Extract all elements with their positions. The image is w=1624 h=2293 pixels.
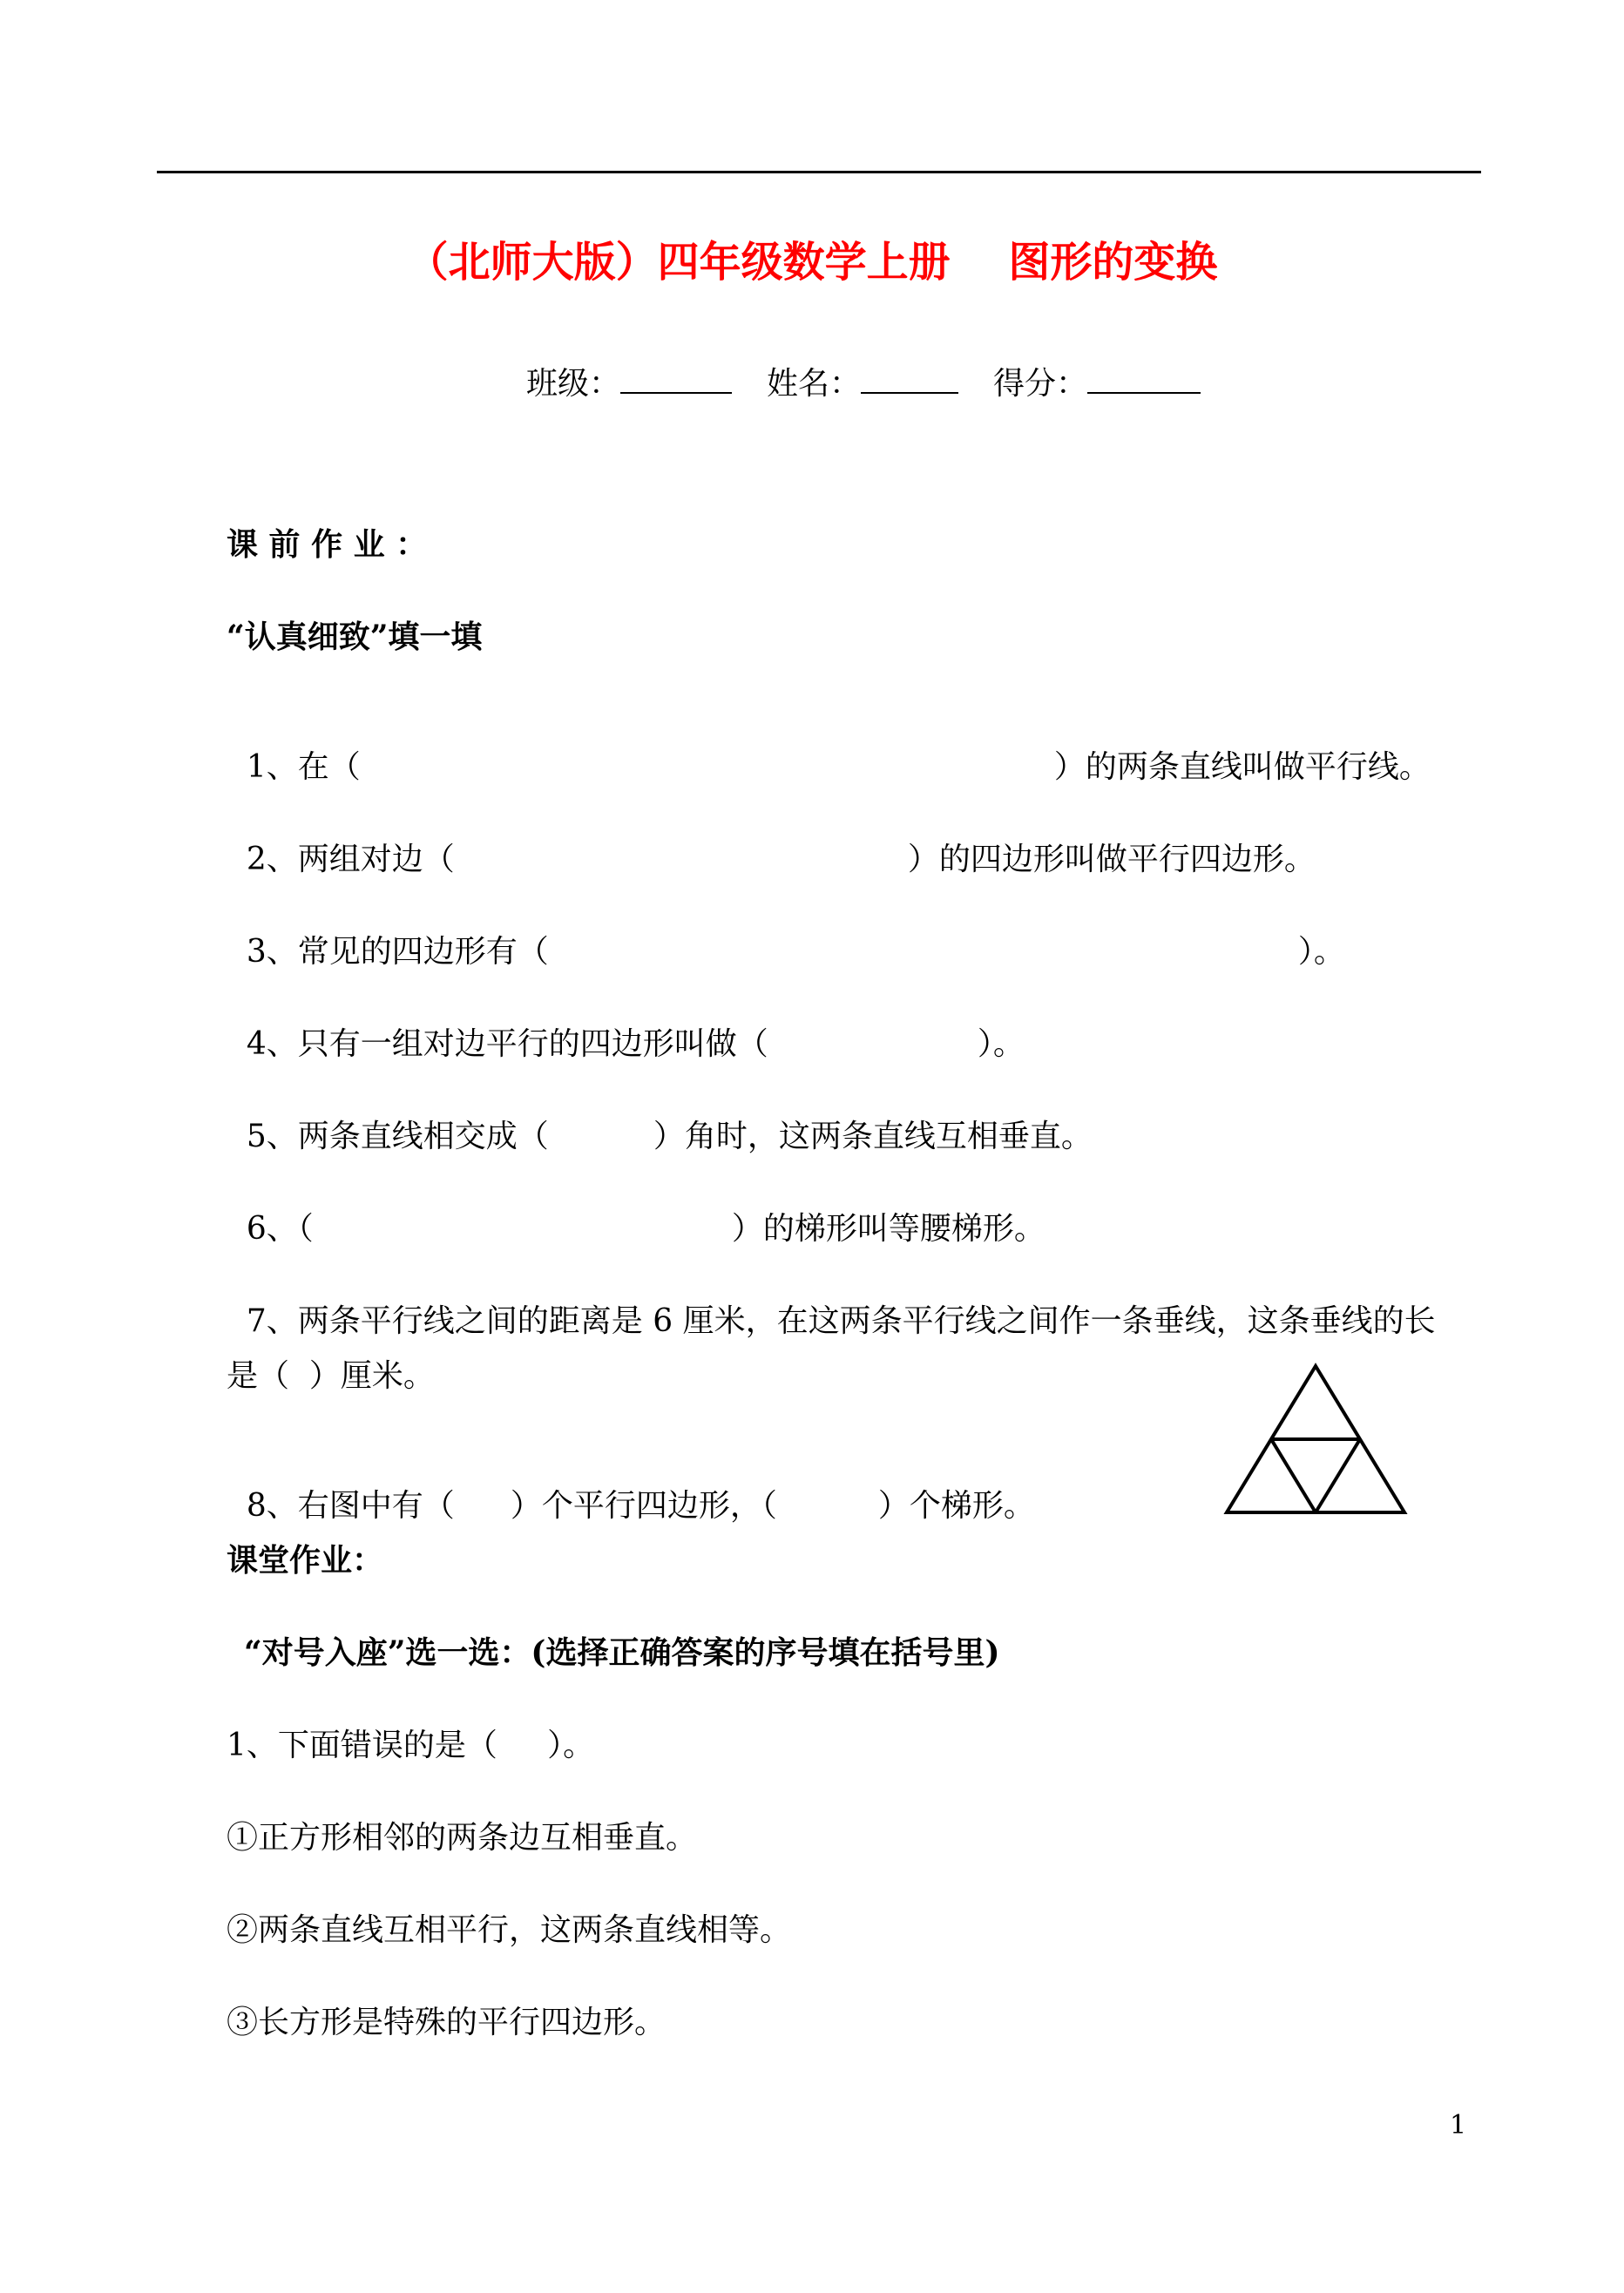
question-text: ）的梯形叫等腰梯形。 (731, 1211, 1045, 1248)
question-4 (227, 988, 1025, 1063)
page-number: 1 (1450, 2110, 1467, 2141)
question-number: 3、 (246, 934, 298, 971)
score-blank[interactable] (1087, 366, 1201, 394)
question-text: 两组对边（ (297, 842, 455, 878)
option-3: ③长方形是特殊的平行四边形。 (227, 2005, 667, 2040)
question-text: ）个平行四边形，（ (510, 1488, 777, 1525)
fill-in-subheading: “认真细致”填一填 (227, 619, 483, 655)
name-label: 姓名： (767, 366, 862, 402)
question-3 (227, 896, 1345, 971)
question-number: 5、 (246, 1119, 298, 1155)
question-number: 2、 (246, 842, 298, 878)
page-title: （北师大版）四年级数学上册 图形的变换 (406, 238, 1218, 287)
question-text: 只有一组对边平行的四边形叫做（ (297, 1026, 768, 1063)
question-2 (227, 803, 1316, 878)
class-label: 班级： (526, 366, 621, 402)
option-2: ②两条直线互相平行，这两条直线相等。 (227, 1912, 792, 1948)
question-text: ）的四边形叫做平行四边形。 (907, 842, 1316, 878)
option-1: ①正方形相邻的两条边互相垂直。 (227, 1820, 698, 1856)
question-text: 右图中有（ (297, 1488, 455, 1525)
question-text: ）个梯形。 (877, 1488, 1035, 1525)
header-rule (157, 171, 1481, 173)
midline-right (1316, 1439, 1360, 1512)
question-number: 7、 (246, 1303, 298, 1340)
triangle-figure (1223, 1363, 1408, 1516)
question-6 (227, 1173, 1045, 1248)
midline-left (1271, 1439, 1316, 1512)
question-number: 6、 (246, 1211, 298, 1248)
question-text: （ (297, 1211, 314, 1248)
score-label: 得分： (993, 366, 1088, 402)
multiple-choice-subheading: “对号入座”选一选：(选择正确答案的序号填在括号里) (244, 1634, 1000, 1671)
name-blank[interactable] (861, 366, 958, 394)
question-1 (227, 711, 1431, 786)
class-blank[interactable] (620, 366, 732, 394)
question-text: ）。 (977, 1026, 1025, 1063)
question-5 (227, 1080, 1093, 1155)
question-7 (227, 1265, 1436, 1340)
question-text: 两条直线相交成（ (297, 1119, 549, 1155)
question-text: 两条平行线之间的距离是 6 厘米，在这两条平行线之间作一条垂线，这条垂线的长 (297, 1303, 1436, 1340)
question-7-continued: 是（ ）厘米。 (227, 1358, 435, 1394)
question-number: 8、 (246, 1488, 298, 1525)
question-text: 在（ (297, 749, 361, 786)
in-class-heading: 课堂作业： (227, 1542, 384, 1579)
question-text: ）的两条直线叫做平行线。 (1053, 749, 1431, 786)
question-text: ）角时，这两条直线互相垂直。 (653, 1119, 1093, 1155)
question-number: 1、 (246, 749, 298, 786)
mc-question-1: 1、下面错误的是（ ）。 (227, 1728, 595, 1763)
question-8 (227, 1450, 1035, 1525)
question-text: ）。 (1297, 934, 1345, 971)
question-number: 4、 (246, 1026, 298, 1063)
pre-class-heading: 课 前 作 业 ： (227, 526, 428, 563)
question-text: 常见的四边形有（ (297, 934, 549, 971)
student-info-line (526, 359, 1201, 403)
